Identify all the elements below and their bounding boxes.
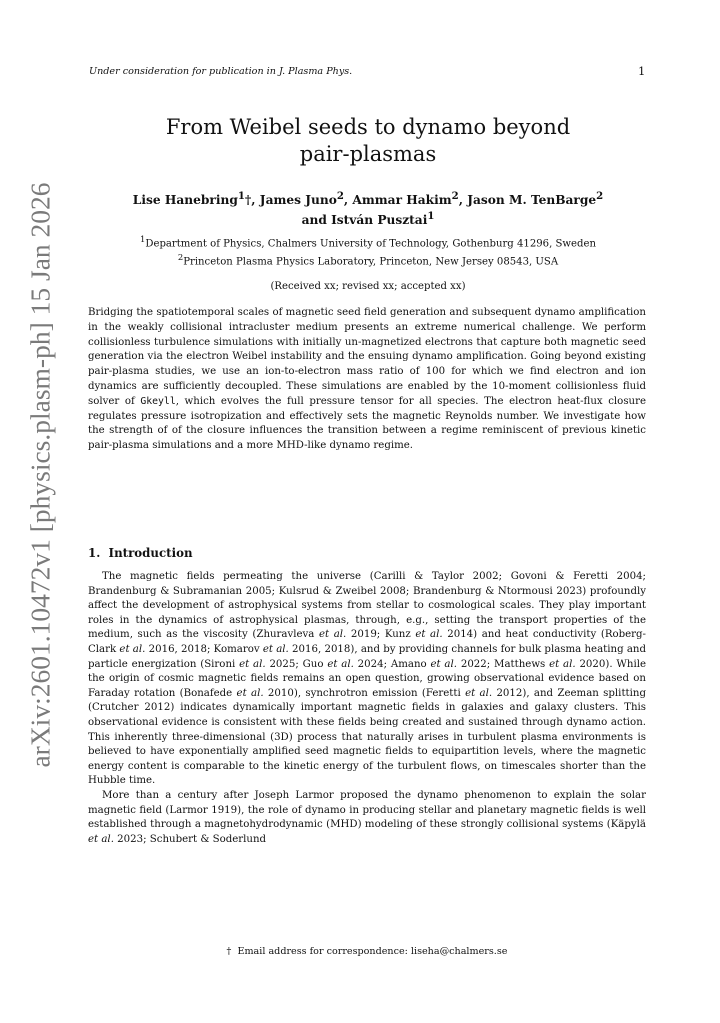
section-heading — [88, 546, 193, 560]
affiliation-text: Princeton Plasma Physics Laboratory, Princeton, New Jersey 08543, USA — [183, 256, 559, 268]
text-run: 2019; Kunz — [346, 629, 416, 641]
et-al: et al. — [465, 687, 493, 699]
section-title: Introduction — [108, 546, 193, 560]
section-number: 1. — [88, 546, 101, 560]
footnote-dagger: † — [226, 946, 232, 957]
author-affiliation-mark: 1 — [237, 190, 245, 202]
page-number: 1 — [638, 64, 646, 78]
et-al: et al. — [318, 629, 347, 641]
author-name: Lise Hanebring — [132, 193, 238, 208]
et-al: et al. — [327, 658, 354, 670]
paper-title — [88, 114, 648, 168]
text-run: The magnetic fields permeating the universe (Carilli & Taylor 2002; Govoni & Feretti 2004; Brandenburg & Subramanian 2005; Kulsrud & Zweibel 2008; Brandenburg & Ntormousi 2023) profoundly affect the development of astrophysical systems from stellar to cosmological scales. They play important roles in the dynamics of astrophysical plasmas, through, e.g., setting the transport properties of the medium, such as the viscosity (Zhuravleva — [88, 571, 646, 641]
text-run: 2014) and heat conductivity (Roberg-Clark — [88, 629, 647, 655]
text-run: More than a century after Joseph Larmor proposed the dynamo phenomenon to explain the solar magnetic field (Larmor 1919), the role of dynamo in producing stellar and planetary magnetic fields is well established through a magnetohydrodynamic (MHD) modeling of these strongly collisional systems (Käpylä — [88, 789, 646, 831]
et-al: et al. — [415, 629, 443, 641]
text-run: 2023; Schubert & Soderlund — [113, 833, 267, 845]
arxiv-sidebar-stamp — [14, 182, 68, 768]
et-al: et al. — [88, 833, 114, 845]
received-dates: (Received xx; revised xx; accepted xx) — [270, 281, 466, 292]
code-name: Gkeyll — [140, 395, 176, 407]
abstract-text: , which evolves the full pressure tensor for all species. The electron heat-flux closure regulates pressure isotropization and effectively sets the magnetic Reynolds number. We investigate how the strength of of the closure influences the transition between a regime reminiscent of previous kinetic pair-plasma simulations and a more MHD-like dynamo regime. — [88, 395, 647, 452]
text-run: 2016, 2018), and by providing channels for bulk plasma heating and particle energization (Sironi — [88, 643, 646, 670]
author-name: Ammar Hakim — [352, 193, 452, 208]
affiliation-mark: 2 — [177, 252, 184, 262]
et-al: et al. — [239, 658, 266, 670]
title-line-2: pair-plasmas — [299, 142, 437, 166]
author-name: István Pusztai — [331, 213, 428, 228]
arxiv-stamp-text: arXiv:2601.10472v1 [physics.plasm-ph] 15 Jan 2026 — [25, 182, 57, 768]
author-affiliation-mark: 2 — [336, 190, 344, 202]
footnote-dagger: † — [244, 193, 252, 208]
et-al: et al. — [430, 658, 458, 670]
affiliation-text: Department of Physics, Chalmers University of Technology, Gothenburg 41296, Sweden — [145, 238, 596, 250]
running-head: Under consideration for publication in J. Plasma Phys. — [89, 66, 353, 77]
footnote-text: Email address for correspondence: liseha@chalmers.se — [237, 946, 508, 957]
text-run: 2022; Matthews — [457, 658, 550, 670]
abstract — [88, 306, 646, 454]
text-run: 2025; Guo — [265, 658, 328, 670]
text-run: 2020). While the origin of cosmic magnetic fields remains an open question, growing observational evidence based on Faraday rotation (Bonafede — [88, 658, 646, 699]
et-al: et al. — [236, 687, 264, 699]
author-list: Lise Hanebring$^1$†, James Juno$^2$, Ammar Hakim$^2$, Jason M. TenBarge$^2$ and István Pusztai$^1$ — [132, 190, 604, 228]
author-affiliation-mark: 2 — [451, 190, 459, 202]
text-run: 2010), synchrotron emission (Feretti — [263, 687, 466, 699]
text-run: 2012), and Zeeman splitting (Crutcher 2012) indicates dynamically important magnetic fields in galaxies and galaxy clusters. This observational evidence is consistent with these fields being created and sustained through dynamo action. This inherently three-dimensional (3D) process that naturally arises in turbulent plasma environments is believed to have exponentially amplified seed magnetic fields to equipartition levels, where the magnetic energy content is comparable to the kinetic energy of the turbulent flows, on timescales shorter than the Hubble time. — [88, 687, 646, 787]
affiliation — [88, 234, 648, 249]
et-al: et al. — [262, 643, 289, 655]
text-run: 2016, 2018; Komarov — [145, 643, 263, 655]
footnote — [88, 946, 646, 957]
et-al: et al. — [549, 658, 576, 670]
author-affiliation-mark: 2 — [596, 190, 604, 202]
affiliation — [88, 252, 648, 267]
author-affiliation-mark: 1 — [427, 210, 435, 223]
et-al: et al. — [119, 643, 146, 655]
paragraph — [88, 789, 646, 847]
abstract-text: Bridging the spatiotemporal scales of magnetic seed field generation and subsequent dynamo amplification in the weakly collisional intracluster medium presents an extreme numerical challenge. We perform collisionless turbulence simulations with initially un-magnetized electrons that capture both magnetic seed generation via the electron Weibel instability and the ensuing dynamo amplification. Going beyond existing pair-plasma studies, we use an ion-to-electron mass ratio of 100 for which we find electron and ion dynamics are sufficiently decoupled. These simulations are enabled by the 10-moment collisionless fluid solver of — [88, 307, 646, 407]
author-conjunction: and — [301, 213, 327, 228]
title-line-1: From Weibel seeds to dynamo beyond — [165, 115, 571, 139]
author-name: Jason M. TenBarge — [467, 193, 597, 208]
text-run: 2024; Amano — [353, 658, 431, 670]
introduction-body — [88, 570, 646, 847]
paragraph — [88, 570, 646, 789]
affiliation-mark: 1 — [140, 234, 146, 244]
author-name: James Juno — [259, 193, 337, 208]
